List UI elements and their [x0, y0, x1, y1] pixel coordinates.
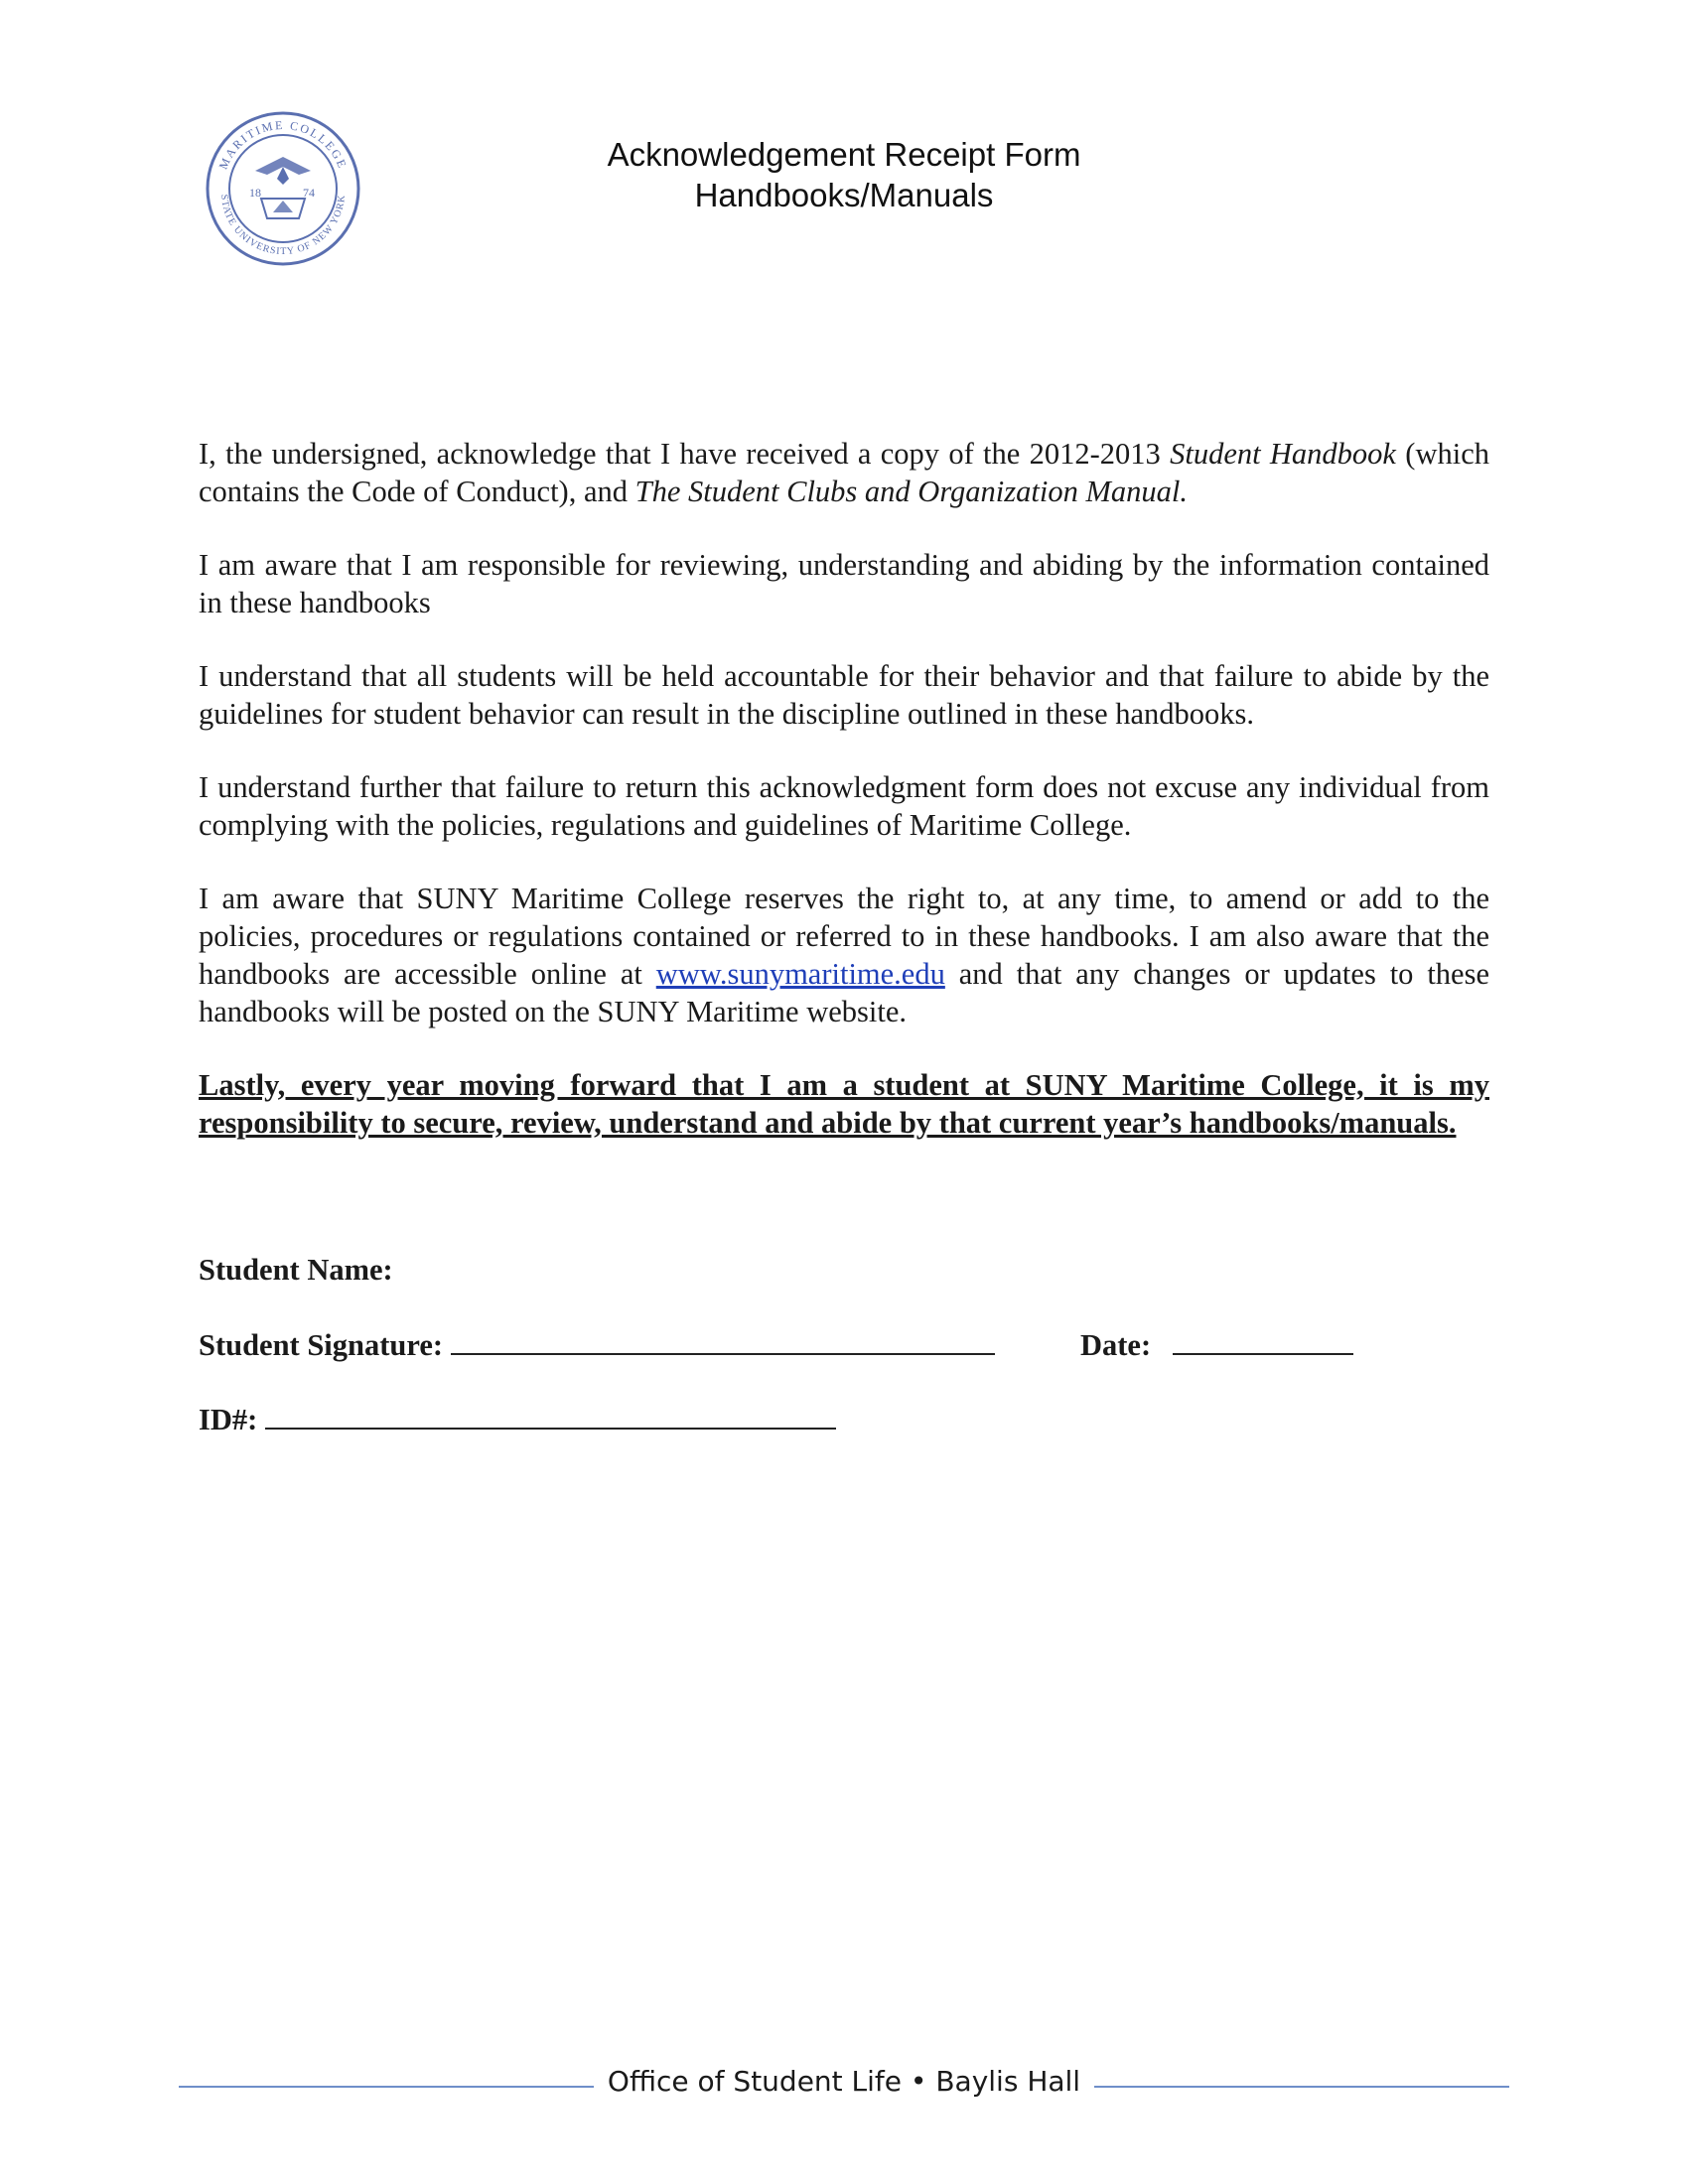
form-header — [496, 134, 1192, 215]
date-field[interactable] — [1080, 1327, 1353, 1363]
id-label: ID#: — [199, 1403, 258, 1436]
form-subtitle: Handbooks/Manuals — [694, 177, 994, 213]
form-title: Acknowledgement Receipt Form — [607, 136, 1081, 173]
paragraph-accountability: I understand that all students will be held accountable for their behavior and that failure to abide by the guidelines for student behavior can result in the discipline outlined in these handbooks. — [199, 659, 1489, 731]
acknowledgement-body — [199, 435, 1489, 1177]
page-footer — [179, 2065, 1509, 2105]
paragraph-responsibility: I am aware that I am responsible for reviewing, understanding and abiding by the information contained in these handbooks — [199, 548, 1489, 619]
student-signature-field[interactable] — [199, 1327, 995, 1363]
footer-text: Office of Student Life • Baylis Hall — [594, 2065, 1094, 2098]
date-blank-line[interactable] — [1173, 1327, 1353, 1355]
website-link[interactable]: www.sunymaritime.edu — [655, 957, 945, 991]
date-label: Date: — [1080, 1328, 1152, 1362]
college-seal-logo — [204, 109, 362, 268]
signature-blank-line[interactable] — [451, 1327, 995, 1355]
paragraph-annual-responsibility: Lastly, every year moving forward that I am a student at SUNY Maritime College, it is my responsibility to secure, review, understand and abide by that current year’s handbooks/manuals. — [199, 1068, 1489, 1140]
student-name-label: Student Name: — [199, 1253, 393, 1287]
svg-text:18: 18 — [249, 186, 261, 200]
id-field[interactable] — [199, 1402, 836, 1437]
student-signature-label: Student Signature: — [199, 1328, 444, 1362]
clubs-manual-title: The Student Clubs and Organization Manual. — [634, 475, 1188, 508]
id-blank-line[interactable] — [265, 1402, 836, 1430]
svg-text:MARITIME COLLEGE: MARITIME COLLEGE — [215, 117, 351, 172]
student-handbook-title: Student Handbook — [1170, 437, 1396, 471]
paragraph-receipt: I, the undersigned, acknowledge that I have received a copy of the 2012-2013 Student Handbook (which contains the Code of Conduct), and The Student Clubs and Organization Manual. — [199, 437, 1489, 508]
student-name-field[interactable] — [199, 1253, 393, 1288]
svg-text:74: 74 — [303, 186, 315, 200]
paragraph-amendments: I am aware that SUNY Maritime College reserves the right to, at any time, to amend or add to the policies, procedures or regulations contained or referred to in these handbooks. I am also aware that the handbooks are accessible online at www.sunymaritime.edu and that any changes or updates to these handbooks will be posted on the SUNY Maritime website. — [199, 882, 1489, 1028]
paragraph-return-form: I understand further that failure to return this acknowledgment form does not excuse any individual from complying with the policies, regulations and guidelines of Maritime College. — [199, 770, 1489, 842]
svg-text:STATE UNIVERSITY OF NEW YORK: STATE UNIVERSITY OF NEW YORK — [217, 194, 349, 258]
